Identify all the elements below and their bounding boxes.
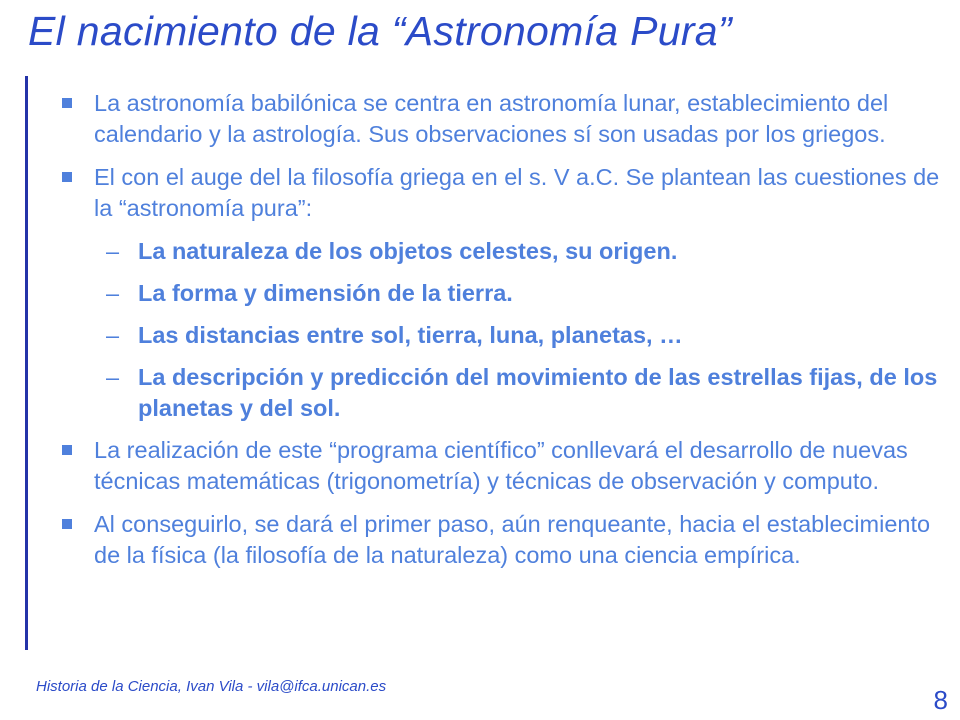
square-bullet-icon <box>62 519 72 529</box>
bullet-text: La astronomía babilónica se centra en astronomía lunar, establecimiento del calendario y la astrología. Sus observaciones sí son usadas por los griegos. <box>94 90 889 147</box>
square-bullet-icon <box>62 445 72 455</box>
page-number: 8 <box>933 685 948 715</box>
bullet-text: El con el auge del la filosofía griega en el s. V a.C. Se plantean las cuestiones de la “astronomía pura”: <box>94 164 940 221</box>
slide-content <box>60 88 950 583</box>
bullet-item <box>60 435 950 497</box>
bullet-item <box>60 162 950 224</box>
sub-bullet-item <box>60 320 950 351</box>
dash-bullet-icon: – <box>106 322 120 348</box>
square-bullet-icon <box>62 172 72 182</box>
bullet-text: Al conseguirlo, se dará el primer paso, aún renqueante, hacia el establecimiento de la física (la filosofía de la naturaleza) como una ciencia empírica. <box>94 511 931 568</box>
dash-bullet-icon: – <box>106 238 120 264</box>
bullet-text: La realización de este “programa científico” conllevará el desarrollo de nuevas técnicas matemáticas (trigonometría) y técnicas de observación y computo. <box>94 437 908 494</box>
bullet-item <box>60 88 950 150</box>
sub-bullet-item <box>60 362 950 424</box>
footer-credit: Historia de la Ciencia, Ivan Vila - vila@ifca.unican.es <box>36 678 387 695</box>
bullet-item <box>60 509 950 571</box>
sub-bullet-text: La naturaleza de los objetos celestes, su origen. <box>138 238 678 264</box>
dash-bullet-icon: – <box>106 364 120 390</box>
dash-bullet-icon: – <box>106 280 120 306</box>
sub-bullet-text: La forma y dimensión de la tierra. <box>138 280 513 306</box>
sub-bullet-item <box>60 236 950 267</box>
vertical-rule <box>25 76 28 650</box>
sub-bullet-item <box>60 278 950 309</box>
square-bullet-icon <box>62 98 72 108</box>
sub-bullet-text: La descripción y predicción del movimiento de las estrellas fijas, de los planetas y del sol. <box>138 364 938 421</box>
sub-bullet-text: Las distancias entre sol, tierra, luna, planetas, … <box>138 322 683 348</box>
slide-title: El nacimiento de la “Astronomía Pura” <box>28 8 732 54</box>
